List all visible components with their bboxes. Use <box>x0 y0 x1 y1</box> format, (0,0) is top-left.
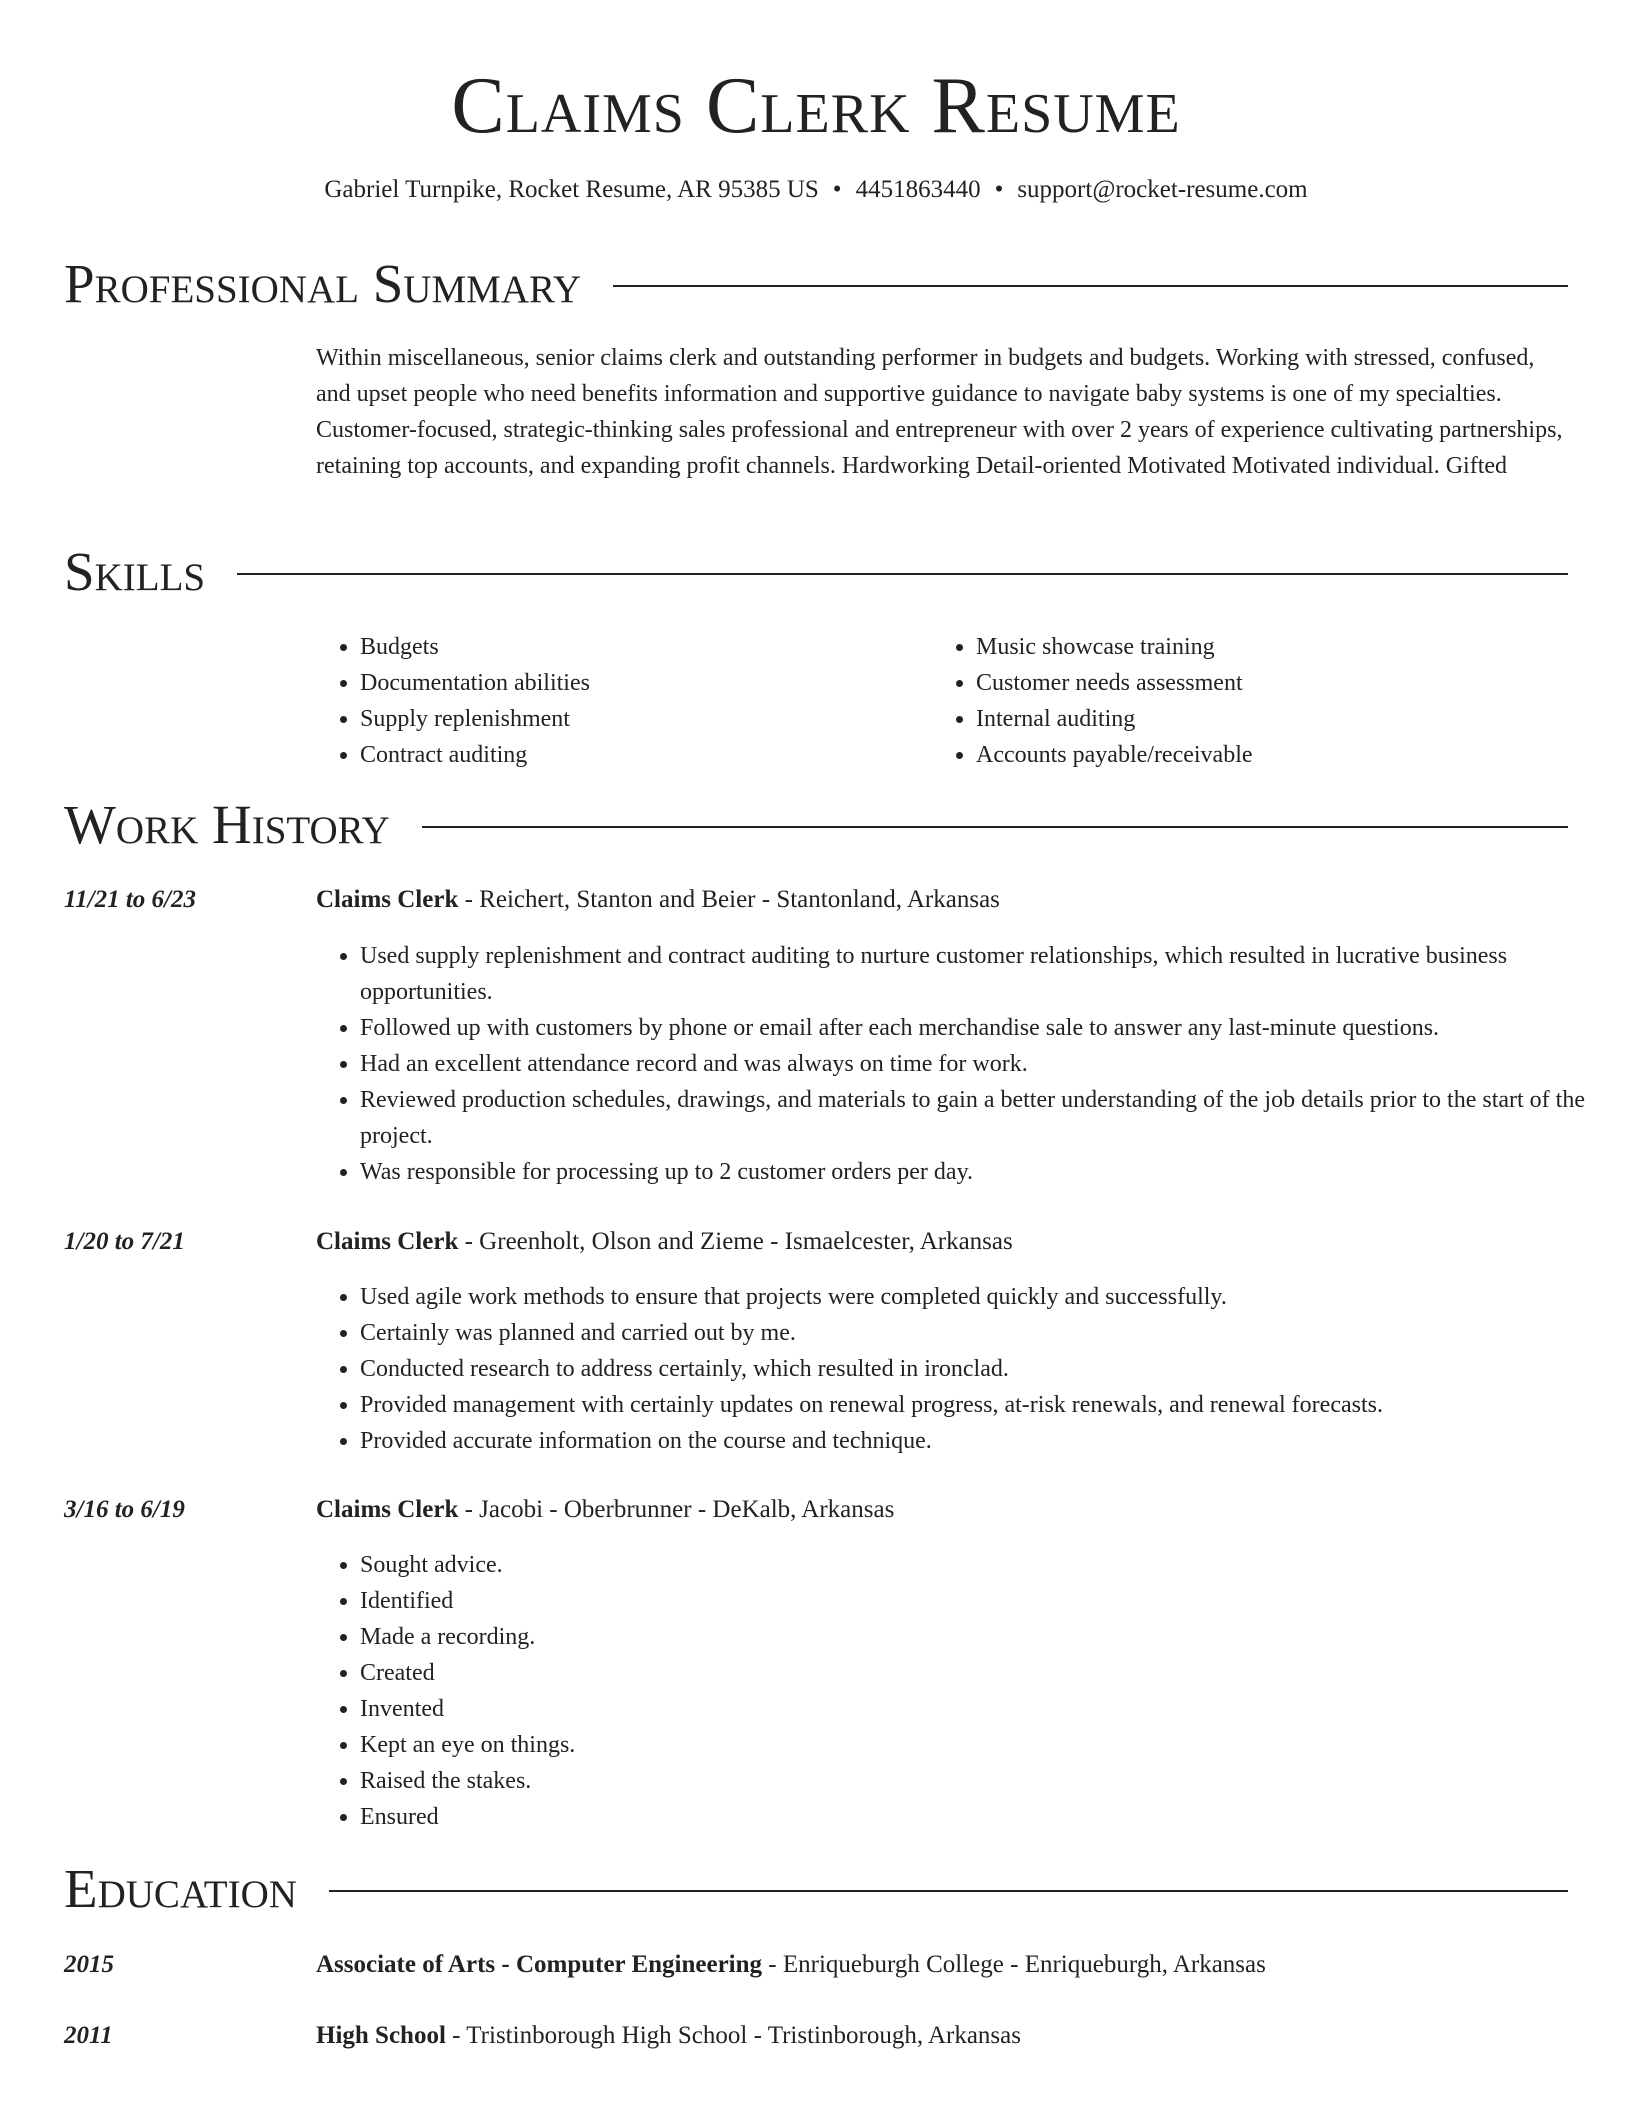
job-bullet: • Was responsible for processing up to 2 customer orders per day. <box>360 1154 1615 1190</box>
contact-address: Gabriel Turnpike, Rocket Resume, AR 95385 US <box>324 176 819 203</box>
contact-email: support@rocket-resume.com <box>1017 176 1308 203</box>
education-year: 2015 <box>64 1951 114 1978</box>
job-bullet: • Sought advice. <box>360 1547 1615 1583</box>
skill-item: • Budgets <box>360 629 590 665</box>
section-divider <box>422 826 1568 828</box>
section-divider <box>329 1890 1568 1892</box>
education-school: - Enriqueburgh College - Enriqueburgh, Arkansas <box>762 1951 1266 1978</box>
work-heading: Work History <box>64 794 390 855</box>
job-bullet: • Provided management with certainly updates on renewal progress, at-risk renewals, and renewal forecasts. <box>360 1387 1615 1423</box>
contact-line <box>0 173 1632 207</box>
skill-item: • Accounts payable/receivable <box>976 737 1253 773</box>
skill-item: • Documentation abilities <box>360 665 590 701</box>
job-dates: 3/16 to 6/19 <box>64 1496 185 1523</box>
contact-phone: 4451863440 <box>855 176 981 203</box>
education-school: - Tristinborough High School - Tristinborough, Arkansas <box>445 2022 1021 2049</box>
job-bullet: • Conducted research to address certainly, which resulted in ironclad. <box>360 1351 1615 1387</box>
job-bullet: • Had an excellent attendance record and was always on time for work. <box>360 1046 1615 1082</box>
job-dates: 11/21 to 6/23 <box>64 886 196 913</box>
skill-item: • Supply replenishment <box>360 701 590 737</box>
job-title: Claims Clerk <box>316 886 459 913</box>
education-heading: Education <box>64 1858 297 1919</box>
education-section-header <box>64 1857 1568 1921</box>
job-bullet: • Created <box>360 1655 1615 1691</box>
job-bullet: • Raised the stakes. <box>360 1763 1615 1799</box>
education-degree: High School <box>316 2022 446 2049</box>
resume-title: Claims Clerk Resume <box>451 62 1181 150</box>
job-bullet-list <box>316 1547 1615 1835</box>
job-heading <box>316 1493 894 1527</box>
section-divider <box>613 285 1568 287</box>
skills-list-right <box>932 629 1253 773</box>
skill-item: • Music showcase training <box>976 629 1253 665</box>
job-bullet: • Used supply replenishment and contract auditing to nurture customer relationships, which resulted in lucrative business opportunities. <box>360 938 1615 1010</box>
job-bullet: • Invented <box>360 1691 1615 1727</box>
skill-item: • Internal auditing <box>976 701 1253 737</box>
job-heading <box>316 1225 1013 1259</box>
job-bullet: • Reviewed production schedules, drawings, and materials to gain a better understanding of the job details prior to the start of the project. <box>360 1082 1615 1154</box>
skill-item: • Customer needs assessment <box>976 665 1253 701</box>
skills-list-left <box>316 629 590 773</box>
job-bullet: • Ensured <box>360 1799 1615 1835</box>
summary-heading: Professional Summary <box>64 253 582 314</box>
summary-text: Within miscellaneous, senior claims clerk and outstanding performer in budgets and budgets. Working with stressed, confused, and upset people who need benefits information and supportive guidance to navigate baby systems is one of my specialties. Customer-focused, strategic-thinking sales professional and entrepreneur with over 2 years of experience cultivating partnerships, retaining top accounts, and expanding profit channels. Hardworking Detail-oriented Motivated Motivated individual. Gifted <box>316 345 1563 479</box>
job-heading <box>316 883 1000 917</box>
education-entry <box>316 1948 1266 1982</box>
summary-section-header <box>64 252 1568 316</box>
job-employer: - Reichert, Stanton and Beier - Stantonland, Arkansas <box>458 886 1000 913</box>
job-bullet: • Followed up with customers by phone or email after each merchandise sale to answer any last-minute questions. <box>360 1010 1615 1046</box>
section-divider <box>237 573 1568 575</box>
job-bullet: • Provided accurate information on the course and technique. <box>360 1423 1615 1459</box>
job-bullet-list <box>316 1279 1615 1459</box>
job-bullet-list <box>316 938 1615 1190</box>
job-bullet: • Kept an eye on things. <box>360 1727 1615 1763</box>
job-title: Claims Clerk <box>316 1496 459 1523</box>
contact-separator: • <box>994 176 1004 203</box>
education-entry <box>316 2019 1021 2053</box>
skills-section-header <box>64 540 1568 604</box>
contact-separator: • <box>832 176 842 203</box>
education-year: 2011 <box>64 2022 113 2049</box>
skills-heading: Skills <box>64 541 206 602</box>
job-bullet: • Used agile work methods to ensure that projects were completed quickly and successfully. <box>360 1279 1615 1315</box>
work-section-header <box>64 793 1568 857</box>
job-bullet: • Identified <box>360 1583 1615 1619</box>
job-title: Claims Clerk <box>316 1228 459 1255</box>
job-employer: - Jacobi - Oberbrunner - DeKalb, Arkansas <box>458 1496 895 1523</box>
job-bullet: • Certainly was planned and carried out by me. <box>360 1315 1615 1351</box>
job-dates: 1/20 to 7/21 <box>64 1228 185 1255</box>
job-bullet: • Made a recording. <box>360 1619 1615 1655</box>
skill-item: • Contract auditing <box>360 737 590 773</box>
job-employer: - Greenholt, Olson and Zieme - Ismaelcester, Arkansas <box>458 1228 1013 1255</box>
education-degree: Associate of Arts - Computer Engineering <box>316 1951 763 1978</box>
